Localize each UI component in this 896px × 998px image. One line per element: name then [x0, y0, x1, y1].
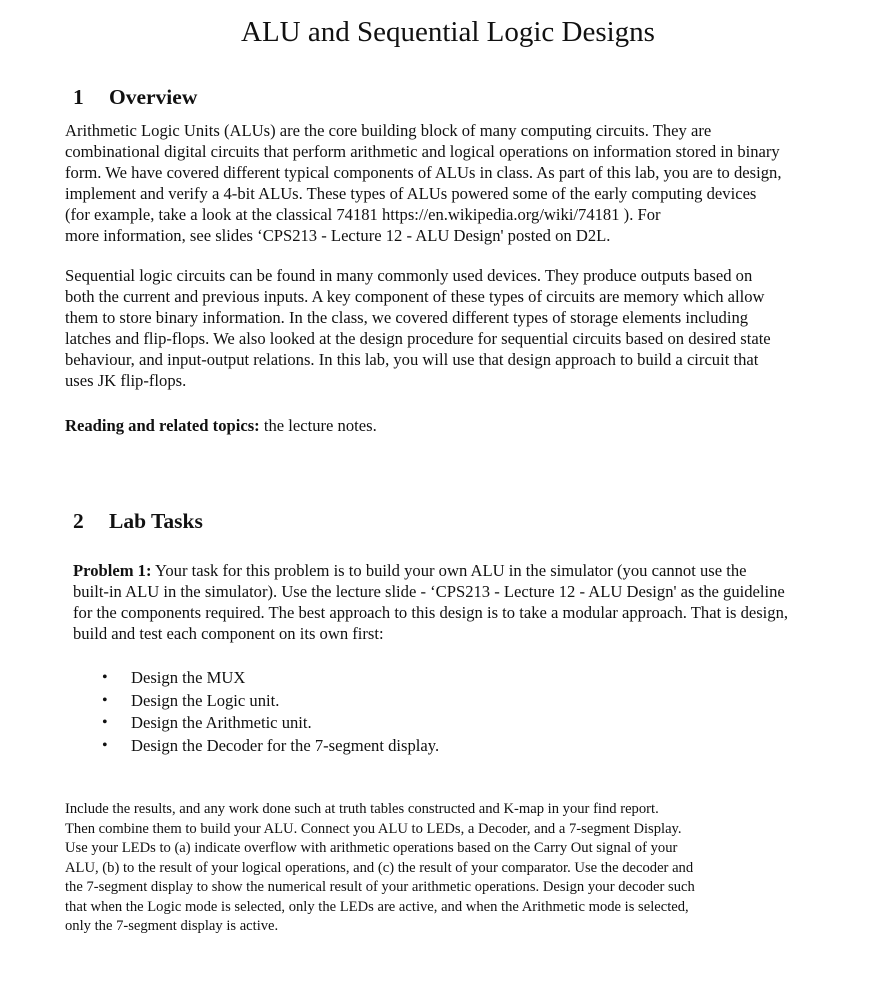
problem-text: Your task for this problem is to build your own ALU in the simulator (you cannot use the: [151, 561, 747, 580]
section-heading-lab-tasks: [73, 507, 203, 535]
section-number: 1: [73, 85, 84, 109]
text-line: (for example, take a look at the classical 74181 https://en.wikipedia.org/wiki/74181 ). For: [65, 205, 661, 224]
section-heading-overview: [73, 83, 197, 111]
overview-paragraph-2: [65, 265, 771, 391]
text-line: build and test each component on its own first:: [73, 624, 384, 643]
text-line: Arithmetic Logic Units (ALUs) are the core building block of many computing circuits. They are: [65, 121, 712, 140]
section-title: Overview: [109, 85, 198, 109]
list-item: [100, 667, 439, 690]
list-item-text: Design the Logic unit.: [131, 690, 280, 710]
list-item-text: Design the Arithmetic unit.: [131, 713, 312, 733]
problem-1-paragraph: [73, 560, 788, 644]
bullet-icon: •: [102, 669, 108, 686]
list-item-text: Design the Decoder for the 7-segment display.: [131, 735, 440, 755]
text-line: implement and verify a 4-bit ALUs. These types of ALUs powered some of the early computing devices: [65, 184, 757, 203]
overview-paragraph-1: [65, 120, 781, 246]
text-line: [73, 560, 788, 581]
section-number: 2: [73, 509, 84, 533]
text-line: form. We have covered different typical components of ALUs in class. As part of this lab, you are to design,: [65, 163, 782, 182]
text-line: more information, see slides ‘CPS213 - Lecture 12 - ALU Design' posted on D2L.: [65, 226, 611, 245]
text-line: behaviour, and input-output relations. In this lab, you will use that design approach to build a circuit that: [65, 350, 759, 369]
text-line: the 7-segment display to show the numerical result of your arithmetic operations. Design your decoder such: [65, 879, 695, 895]
reading-text: the lecture notes.: [259, 416, 377, 435]
text-line: Use your LEDs to (a) indicate overflow with arithmetic operations based on the Carry Out signal of your: [65, 840, 678, 856]
list-item: [100, 712, 439, 735]
task-bullet-list: [100, 667, 439, 757]
text-line: built-in ALU in the simulator). Use the lecture slide - ‘CPS213 - Lecture 12 - ALU Design' as the guideline: [73, 582, 785, 601]
reading-label: Reading and related topics:: [65, 416, 260, 435]
text-line: both the current and previous inputs. A key component of these types of circuits are memory which allow: [65, 287, 765, 306]
list-item-text: Design the MUX: [131, 668, 246, 687]
text-line: Then combine them to build your ALU. Connect you ALU to LEDs, a Decoder, and a 7-segment Display.: [65, 820, 682, 837]
reading-topics: [65, 415, 377, 436]
text-line: Sequential logic circuits can be found in many commonly used devices. They produce outputs based on: [65, 266, 753, 285]
text-line: only the 7-segment display is active.: [65, 918, 279, 934]
text-line: uses JK flip-flops.: [65, 371, 187, 390]
text-line: that when the Logic mode is selected, only the LEDs are active, and when the Arithmetic mode is selected,: [65, 898, 689, 915]
closing-paragraph: [65, 800, 695, 937]
bullet-icon: •: [102, 736, 108, 754]
list-item: [100, 690, 439, 713]
section-title: Lab Tasks: [109, 509, 203, 533]
text-line: Include the results, and any work done such at truth tables constructed and K-map in your find report.: [65, 801, 659, 817]
document-title: ALU and Sequential Logic Designs: [241, 16, 655, 48]
list-item: [100, 735, 439, 758]
bullet-icon: •: [102, 714, 108, 732]
problem-label: Problem 1:: [73, 561, 152, 580]
text-line: for the components required. The best approach to this design is to take a modular approach. That is design,: [73, 603, 789, 622]
text-line: them to store binary information. In the class, we covered different types of storage elements including: [65, 308, 749, 327]
text-line: latches and flip-flops. We also looked at the design procedure for sequential circuits based on desired state: [65, 329, 771, 348]
bullet-icon: •: [102, 691, 108, 709]
text-line: ALU, (b) to the result of your logical operations, and (c) the result of your comparator. Use the decoder and: [65, 859, 694, 876]
text-line: combinational digital circuits that perform arithmetic and logical operations on information stored in binary: [65, 142, 780, 161]
